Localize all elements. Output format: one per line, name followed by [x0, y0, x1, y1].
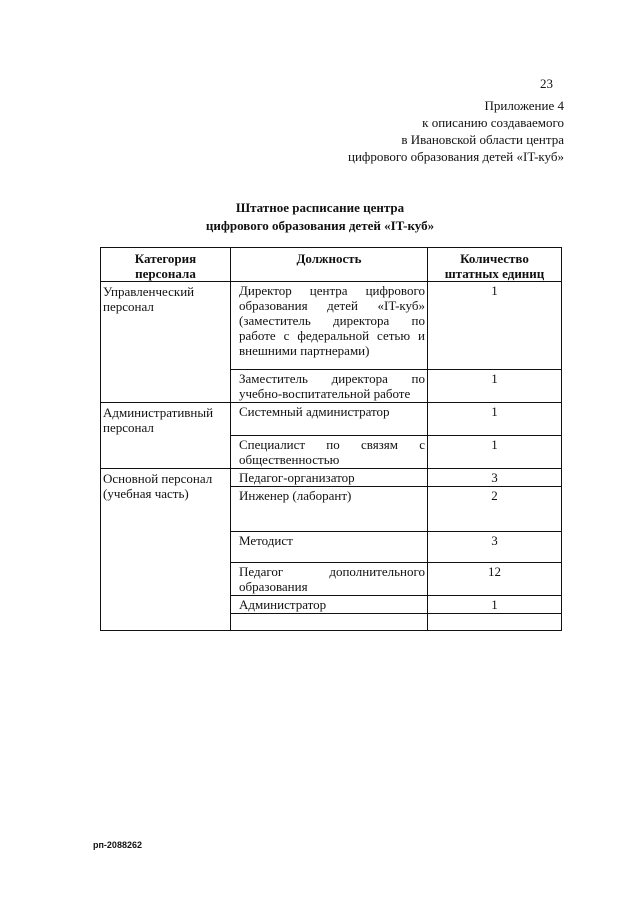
position-cell: [231, 403, 428, 436]
appendix-line: Приложение 4: [484, 98, 564, 113]
table-row: [101, 469, 562, 487]
position-text: Инженер (лаборант): [239, 488, 352, 503]
position-text: Педагог-организатор: [239, 470, 355, 485]
appendix-line: в Ивановской области центра: [401, 132, 564, 147]
position-text: Заместитель директора по учебно-воспитательной работе: [239, 371, 425, 401]
count-cell: 1: [428, 436, 562, 469]
count-cell: 3: [428, 532, 562, 563]
count-cell: 3: [428, 469, 562, 487]
position-text: Администратор: [239, 597, 327, 612]
appendix-line: цифрового образования детей «IT-куб»: [348, 149, 564, 164]
document-code: рп-2088262: [93, 840, 142, 850]
document-title: [0, 199, 640, 235]
staff-table: [100, 247, 562, 631]
position-cell-empty: [231, 614, 428, 631]
position-cell: [231, 370, 428, 403]
position-cell: [231, 469, 428, 487]
count-cell: 1: [428, 282, 562, 370]
position-cell: [231, 436, 428, 469]
table-header-row: [101, 248, 562, 282]
position-text: Педагог дополнительного образования: [239, 564, 425, 594]
position-cell: [231, 563, 428, 596]
count-cell: 1: [428, 596, 562, 614]
title-line: цифрового образования детей «IT-куб»: [205, 218, 435, 233]
position-text: Специалист по связям с общественностью: [239, 437, 425, 467]
count-cell: 2: [428, 487, 562, 532]
category-cell: Управленческий персонал: [101, 282, 231, 403]
category-cell: Основной персонал (учебная часть): [101, 469, 231, 631]
count-cell: 1: [428, 403, 562, 436]
count-cell: 12: [428, 563, 562, 596]
count-cell: 1: [428, 370, 562, 403]
position-cell: [231, 487, 428, 532]
table-row: [101, 403, 562, 436]
appendix-line: к описанию создаваемого: [422, 115, 564, 130]
position-text: Системный администратор: [239, 404, 390, 419]
title-line: Штатное расписание центра: [235, 200, 405, 215]
header-category: Категория персонала: [101, 248, 231, 282]
category-cell: Административный персонал: [101, 403, 231, 469]
page-number: 23: [540, 76, 553, 91]
header-position: Должность: [231, 248, 428, 282]
position-cell: [231, 282, 428, 370]
position-cell: [231, 532, 428, 563]
position-cell: [231, 596, 428, 614]
table-row: [101, 282, 562, 370]
position-text: Методист: [239, 533, 293, 548]
appendix-note: [348, 97, 564, 165]
header-count: Количество штатных единиц: [428, 248, 562, 282]
position-text: Директор центра цифрового образования детей «IT-куб» (заместитель директора по работе с федеральной сетью и внешними партнерами): [239, 283, 425, 358]
count-cell-empty: [428, 614, 562, 631]
